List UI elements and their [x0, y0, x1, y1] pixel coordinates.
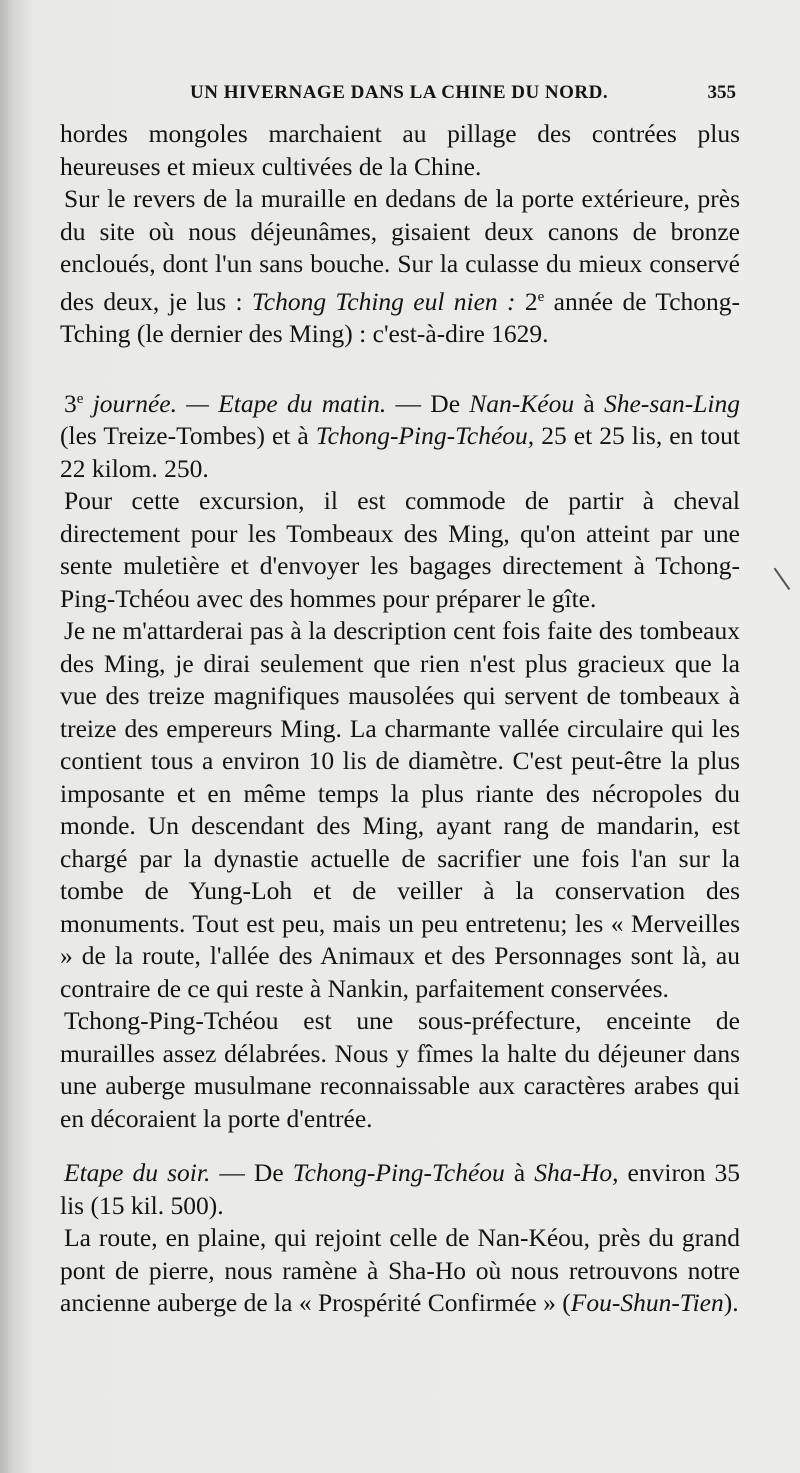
page-number: 355: [707, 82, 736, 103]
place-name: Tchong-Ping-Tchéou,: [315, 421, 535, 450]
paragraph-6: Tchong-Ping-Tchéou est une sous-préfecture, enceinte de murailles assez délabrées. Nous y fîmes la halte du déjeuner dans une auberge musulmane reconnaissable aux caractères arabes qui en décoraient la porte d'entrée.: [60, 1006, 740, 1133]
paragraph-gap: [60, 351, 740, 383]
superscript: e: [76, 390, 84, 407]
place-name: She-san-Ling: [604, 388, 741, 418]
place-name: Sha-Ho,: [534, 1158, 619, 1187]
margin-mark: [772, 566, 792, 590]
paragraph-8: La route, en plaine, qui rejoint celle de Nan-Kéou, près du grand pont de pierre, nous ramène à Sha-Ho où nous retrouvons notre ancienne auberge de la « Prospérité Confirmée » (Fou-Shun-Tien).: [60, 1223, 740, 1317]
body-text: [60, 118, 740, 1320]
running-head: UN HIVERNAGE DANS LA CHINE DU NORD.: [190, 82, 609, 103]
paragraph-1: hordes mongoles marchaient au pillage des contrées plus heureuses et mieux cultivées de la Chine.: [60, 119, 740, 181]
place-name: Fou-Shun-Tien: [570, 1288, 724, 1317]
paragraph-2: Sur le revers de la muraille en dedans de la porte extérieure, près du site où nous déjeunâmes, gisaient deux canons de bronze encloués, dont l'un sans bouche. Sur la culasse du mieux conservé des deux, je lus : Tchong Tching eul nien : 2e année de Tchong-Tching (le dernier des Ming) : c'est-à-dire 1629.: [60, 184, 741, 348]
paragraph-7: Etape du soir. — De Tchong-Ping-Tchéou à Sha-Ho, environ 35 lis (15 kil. 500).: [60, 1158, 741, 1220]
page-header: [60, 82, 740, 116]
section-heading: journée. — Etape du matin.: [92, 388, 387, 418]
superscript: e: [537, 288, 545, 305]
place-name: Nan-Kéou: [469, 388, 575, 418]
paragraph-4: Pour cette excursion, il est commode de partir à cheval directement pour les Tombeaux des Ming, qu'on atteint par une sente muletière et d'envoyer les bagages directement à Tchong-Ping-Tchéou avec des hommes pour préparer le gîte.: [60, 486, 740, 613]
paragraph-gap: [60, 1135, 740, 1157]
paragraph-5: Je ne m'attarderai pas à la description cent fois faite des tombeaux des Ming, je dirai seulement que rien n'est plus gracieux que la vue des treize magnifiques mausolées qui servent de tombeaux à treize des empereurs Ming. La charmante vallée circulaire qui les contient tous a environ 10 lis de diamètre. C'est peut-être la plus imposante et en même temps la plus riante des nécropoles du monde. Un descendant des Ming, ayant rang de mandarin, est chargé par la dynastie actuelle de sacrifier une fois l'an sur la tombe de Yung-Loh et de veiller à la conservation des monuments. Tout est peu, mais un peu entretenu; les « Merveilles » de la route, l'allée des Animaux et des Personnages sont là, au contraire de ce qui reste à Nankin, parfaitement conservées.: [60, 616, 740, 1003]
paragraph-3: 3e journée. — Etape du matin. — De Nan-Kéou à She-san-Ling (les Treize-Tombes) et à Tchong-Ping-Tchéou, 25 et 25 lis, en tout 22 kilom. 250.: [60, 388, 741, 483]
place-name: Tchong-Ping-Tchéou: [292, 1158, 505, 1187]
section-heading: Etape du soir.: [64, 1158, 211, 1187]
italic-inscription: Tchong Tching eul nien :: [251, 286, 516, 316]
